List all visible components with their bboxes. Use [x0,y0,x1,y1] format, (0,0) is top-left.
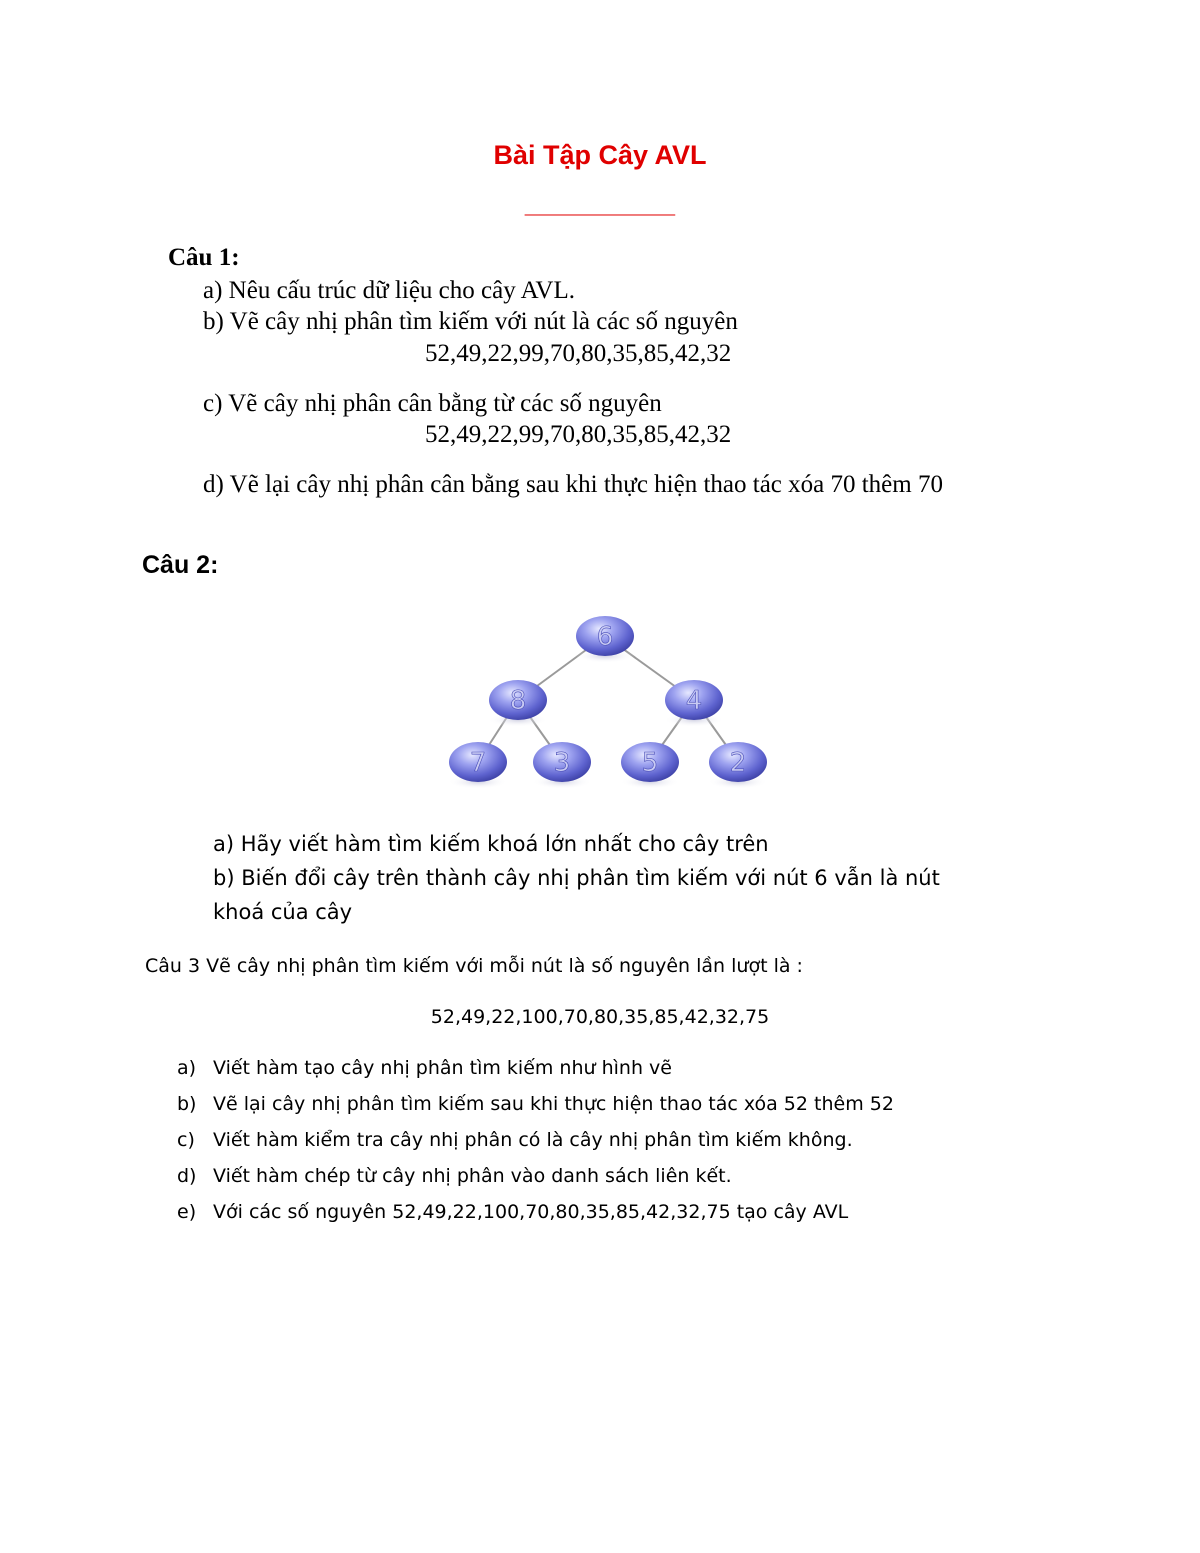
tree-node [488,680,548,727]
tree-node [708,742,768,789]
q1-c-marker: c) [203,390,223,417]
q1-b-marker: b) [203,308,224,335]
q3-a-marker: a) [177,1057,197,1079]
q1-d-text: Vẽ lại cây nhị phân cân bằng sau khi thực hiện thao tác xóa 70 thêm 70 [229,471,943,498]
q3-d-text: Viết hàm chép từ cây nhị phân vào danh sách liên kết. [213,1165,732,1187]
q2-b-text-line2: khoá của cây [213,900,353,924]
q3-c-text: Viết hàm kiểm tra cây nhị phân có là cây nhị phân tìm kiếm không. [213,1129,853,1151]
q1-a-marker: a) [203,277,223,304]
q1-b-text: Vẽ cây nhị phân tìm kiếm với nút là các số nguyên [229,308,738,335]
tree-node [575,616,635,663]
q3-numbers: 52,49,22,100,70,80,35,85,42,32,75 [430,1006,770,1028]
tree-node-label: 3 [553,748,571,778]
q3-item-b [177,1093,894,1115]
tree-node-label: 2 [729,748,747,778]
q2-b-text-line1: Biến đổi cây trên thành cây nhị phân tìm kiếm với nút 6 vẫn là nút [241,866,940,890]
q3-c-marker: c) [177,1129,195,1151]
tree-node-label: 7 [469,748,487,778]
q2-b-marker: b) [213,866,235,890]
tree-node-label: 5 [641,748,659,778]
q3-e-text: Với các số nguyên 52,49,22,100,70,80,35,85,42,32,75 tạo cây AVL [213,1201,849,1223]
q2-item-a [213,832,769,856]
tree-node-label: 4 [685,686,703,716]
q1-b-numbers: 52,49,22,99,70,80,35,85,42,32 [425,340,732,367]
tree-node [664,680,724,727]
q3-b-text: Vẽ lại cây nhị phân tìm kiếm sau khi thực hiện thao tác xóa 52 thêm 52 [213,1093,894,1115]
q1-c-numbers: 52,49,22,99,70,80,35,85,42,32 [425,421,732,448]
q3-e-marker: e) [177,1201,197,1223]
q2-a-text: Hãy viết hàm tìm kiếm khoá lớn nhất cho cây trên [240,832,769,856]
q2-label: Câu 2: [142,551,219,579]
tree-node-label: 8 [509,686,527,716]
q3-a-text: Viết hàm tạo cây nhị phân tìm kiếm như hình vẽ [213,1057,672,1079]
q3-item-e [177,1201,848,1223]
q3-item-a [177,1057,672,1079]
tree-node [620,742,680,789]
q2-a-marker: a) [213,832,235,856]
page-title: Bài Tập Cây AVL [493,140,707,170]
q3-item-c [177,1129,853,1151]
q1-d-marker: d) [203,471,224,498]
q3-intro: Câu 3 Vẽ cây nhị phân tìm kiếm với mỗi nút là số nguyên lần lượt là : [145,955,803,977]
q1-label: Câu 1: [168,244,240,271]
q2-item-b [213,866,940,890]
tree-node [448,742,508,789]
q3-d-marker: d) [177,1165,197,1187]
q3-item-d [177,1165,732,1187]
tree-node-label: 6 [596,622,614,652]
q3-b-marker: b) [177,1093,197,1115]
tree-node [532,742,592,789]
q1-c-text: Vẽ cây nhị phân cân bằng từ các số nguyên [228,390,662,417]
q1-a-text: Nêu cấu trúc dữ liệu cho cây AVL. [228,277,575,304]
title-rule: __________ [524,188,676,218]
